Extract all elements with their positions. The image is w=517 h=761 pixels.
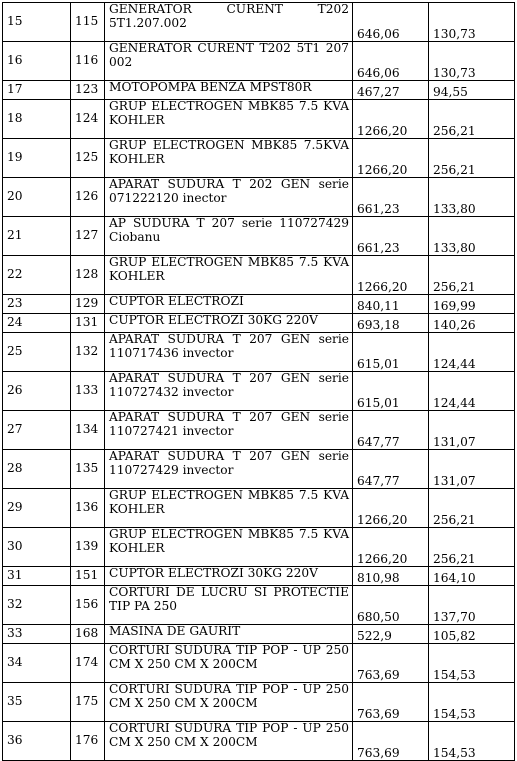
item-description-cell: GRUP ELECTROGEN MBK85 7.5 KVA KOHLER (105, 489, 353, 528)
item-code-cell: 135 (71, 450, 105, 489)
value-1-cell: 646,06 (353, 42, 429, 81)
table-row (3, 372, 515, 411)
item-description-cell: APARAT SUDURA T 207 GEN serie 110727432 invector (105, 372, 353, 411)
item-code-cell: 129 (71, 295, 105, 314)
value-1-cell: 522,9 (353, 625, 429, 644)
value-1-cell: 693,18 (353, 314, 429, 333)
item-description-cell: MOTOPOMPA BENZA MPST80R (105, 81, 353, 100)
item-description-cell: MASINA DE GAURIT (105, 625, 353, 644)
table-row (3, 450, 515, 489)
item-code-cell: 139 (71, 528, 105, 567)
item-description-cell: APARAT SUDURA T 207 GEN serie 110727421 invector (105, 411, 353, 450)
value-2-cell: 137,70 (429, 586, 515, 625)
row-number-cell: 23 (3, 295, 71, 314)
row-number-cell: 26 (3, 372, 71, 411)
value-2-cell: 124,44 (429, 372, 515, 411)
value-1-cell: 763,69 (353, 722, 429, 761)
row-number-cell: 17 (3, 81, 71, 100)
row-number-cell: 28 (3, 450, 71, 489)
item-description-cell: APARAT SUDURA T 207 GEN serie 110727429 invector (105, 450, 353, 489)
table-row (3, 217, 515, 256)
value-2-cell: 140,26 (429, 314, 515, 333)
item-code-cell: 127 (71, 217, 105, 256)
value-2-cell: 130,73 (429, 3, 515, 42)
row-number-cell: 33 (3, 625, 71, 644)
item-description-cell: CUPTOR ELECTROZI 30KG 220V (105, 567, 353, 586)
row-number-cell: 29 (3, 489, 71, 528)
value-1-cell: 763,69 (353, 683, 429, 722)
value-1-cell: 810,98 (353, 567, 429, 586)
item-description-cell: GRUP ELECTROGEN MBK85 7.5 KVA KOHLER (105, 528, 353, 567)
item-code-cell: 126 (71, 178, 105, 217)
item-code-cell: 123 (71, 81, 105, 100)
value-1-cell: 467,27 (353, 81, 429, 100)
table-row (3, 333, 515, 372)
table-row (3, 528, 515, 567)
value-2-cell: 256,21 (429, 100, 515, 139)
value-1-cell: 1266,20 (353, 256, 429, 295)
item-code-cell: 136 (71, 489, 105, 528)
value-2-cell: 94,55 (429, 81, 515, 100)
item-code-cell: 132 (71, 333, 105, 372)
item-description-cell: CORTURI SUDURA TIP POP - UP 250 CM X 250 CM X 200CM (105, 644, 353, 683)
item-description-cell: GRUP ELECTROGEN MBK85 7.5KVA KOHLER (105, 139, 353, 178)
row-number-cell: 32 (3, 586, 71, 625)
table-row (3, 314, 515, 333)
value-1-cell: 647,77 (353, 450, 429, 489)
table-row (3, 81, 515, 100)
table-row (3, 489, 515, 528)
value-2-cell: 169,99 (429, 295, 515, 314)
value-2-cell: 105,82 (429, 625, 515, 644)
inventory-table (2, 2, 515, 761)
table-row (3, 625, 515, 644)
table-row (3, 722, 515, 761)
row-number-cell: 21 (3, 217, 71, 256)
item-description-cell: CORTURI DE LUCRU SI PROTECTIE TIP PA 250 (105, 586, 353, 625)
value-1-cell: 840,11 (353, 295, 429, 314)
item-description-cell: CORTURI SUDURA TIP POP - UP 250 CM X 250 CM X 200CM (105, 683, 353, 722)
value-2-cell: 256,21 (429, 139, 515, 178)
item-description-cell: APARAT SUDURA T 202 GEN serie 071222120 inector (105, 178, 353, 217)
row-number-cell: 31 (3, 567, 71, 586)
item-description-cell: GRUP ELECTROGEN MBK85 7.5 KVA KOHLER (105, 100, 353, 139)
table-row (3, 139, 515, 178)
row-number-cell: 30 (3, 528, 71, 567)
table-row (3, 644, 515, 683)
value-1-cell: 661,23 (353, 217, 429, 256)
row-number-cell: 36 (3, 722, 71, 761)
item-description-cell: APARAT SUDURA T 207 GEN serie 110717436 invector (105, 333, 353, 372)
value-1-cell: 1266,20 (353, 528, 429, 567)
item-code-cell: 125 (71, 139, 105, 178)
item-description-cell: GENERATOR CURENT T202 5T1 207 002 (105, 42, 353, 81)
item-description-cell: CUPTOR ELECTROZI 30KG 220V (105, 314, 353, 333)
value-1-cell: 1266,20 (353, 139, 429, 178)
value-2-cell: 164,10 (429, 567, 515, 586)
table-row (3, 256, 515, 295)
item-description-cell: CORTURI SUDURA TIP POP - UP 250 CM X 250 CM X 200CM (105, 722, 353, 761)
item-code-cell: 124 (71, 100, 105, 139)
row-number-cell: 34 (3, 644, 71, 683)
item-code-cell: 168 (71, 625, 105, 644)
row-number-cell: 20 (3, 178, 71, 217)
item-code-cell: 116 (71, 42, 105, 81)
value-2-cell: 256,21 (429, 256, 515, 295)
row-number-cell: 18 (3, 100, 71, 139)
item-description-cell: GRUP ELECTROGEN MBK85 7.5 KVA KOHLER (105, 256, 353, 295)
value-2-cell: 154,53 (429, 683, 515, 722)
item-code-cell: 115 (71, 3, 105, 42)
row-number-cell: 24 (3, 314, 71, 333)
item-code-cell: 156 (71, 586, 105, 625)
inventory-table-body (3, 3, 515, 761)
value-1-cell: 763,69 (353, 644, 429, 683)
row-number-cell: 19 (3, 139, 71, 178)
row-number-cell: 16 (3, 42, 71, 81)
item-description-cell: CUPTOR ELECTROZI (105, 295, 353, 314)
value-1-cell: 615,01 (353, 333, 429, 372)
item-code-cell: 176 (71, 722, 105, 761)
table-row (3, 42, 515, 81)
table-row (3, 683, 515, 722)
row-number-cell: 15 (3, 3, 71, 42)
table-row (3, 100, 515, 139)
value-1-cell: 647,77 (353, 411, 429, 450)
item-description-cell: GENERATOR CURENT T202 5T1.207.002 (105, 3, 353, 42)
value-1-cell: 661,23 (353, 178, 429, 217)
value-1-cell: 615,01 (353, 372, 429, 411)
table-row (3, 3, 515, 42)
item-code-cell: 134 (71, 411, 105, 450)
value-2-cell: 256,21 (429, 489, 515, 528)
row-number-cell: 25 (3, 333, 71, 372)
table-row (3, 411, 515, 450)
value-2-cell: 124,44 (429, 333, 515, 372)
table-row (3, 567, 515, 586)
item-code-cell: 128 (71, 256, 105, 295)
value-1-cell: 680,50 (353, 586, 429, 625)
item-code-cell: 133 (71, 372, 105, 411)
row-number-cell: 27 (3, 411, 71, 450)
value-2-cell: 154,53 (429, 644, 515, 683)
item-code-cell: 174 (71, 644, 105, 683)
table-row (3, 295, 515, 314)
item-code-cell: 175 (71, 683, 105, 722)
item-code-cell: 151 (71, 567, 105, 586)
value-1-cell: 1266,20 (353, 489, 429, 528)
table-row (3, 586, 515, 625)
item-description-cell: AP SUDURA T 207 serie 110727429 Ciobanu (105, 217, 353, 256)
value-1-cell: 1266,20 (353, 100, 429, 139)
value-2-cell: 133,80 (429, 178, 515, 217)
value-2-cell: 130,73 (429, 42, 515, 81)
value-2-cell: 131,07 (429, 450, 515, 489)
table-row (3, 178, 515, 217)
value-2-cell: 256,21 (429, 528, 515, 567)
row-number-cell: 35 (3, 683, 71, 722)
value-2-cell: 131,07 (429, 411, 515, 450)
item-code-cell: 131 (71, 314, 105, 333)
value-2-cell: 133,80 (429, 217, 515, 256)
value-2-cell: 154,53 (429, 722, 515, 761)
value-1-cell: 646,06 (353, 3, 429, 42)
row-number-cell: 22 (3, 256, 71, 295)
